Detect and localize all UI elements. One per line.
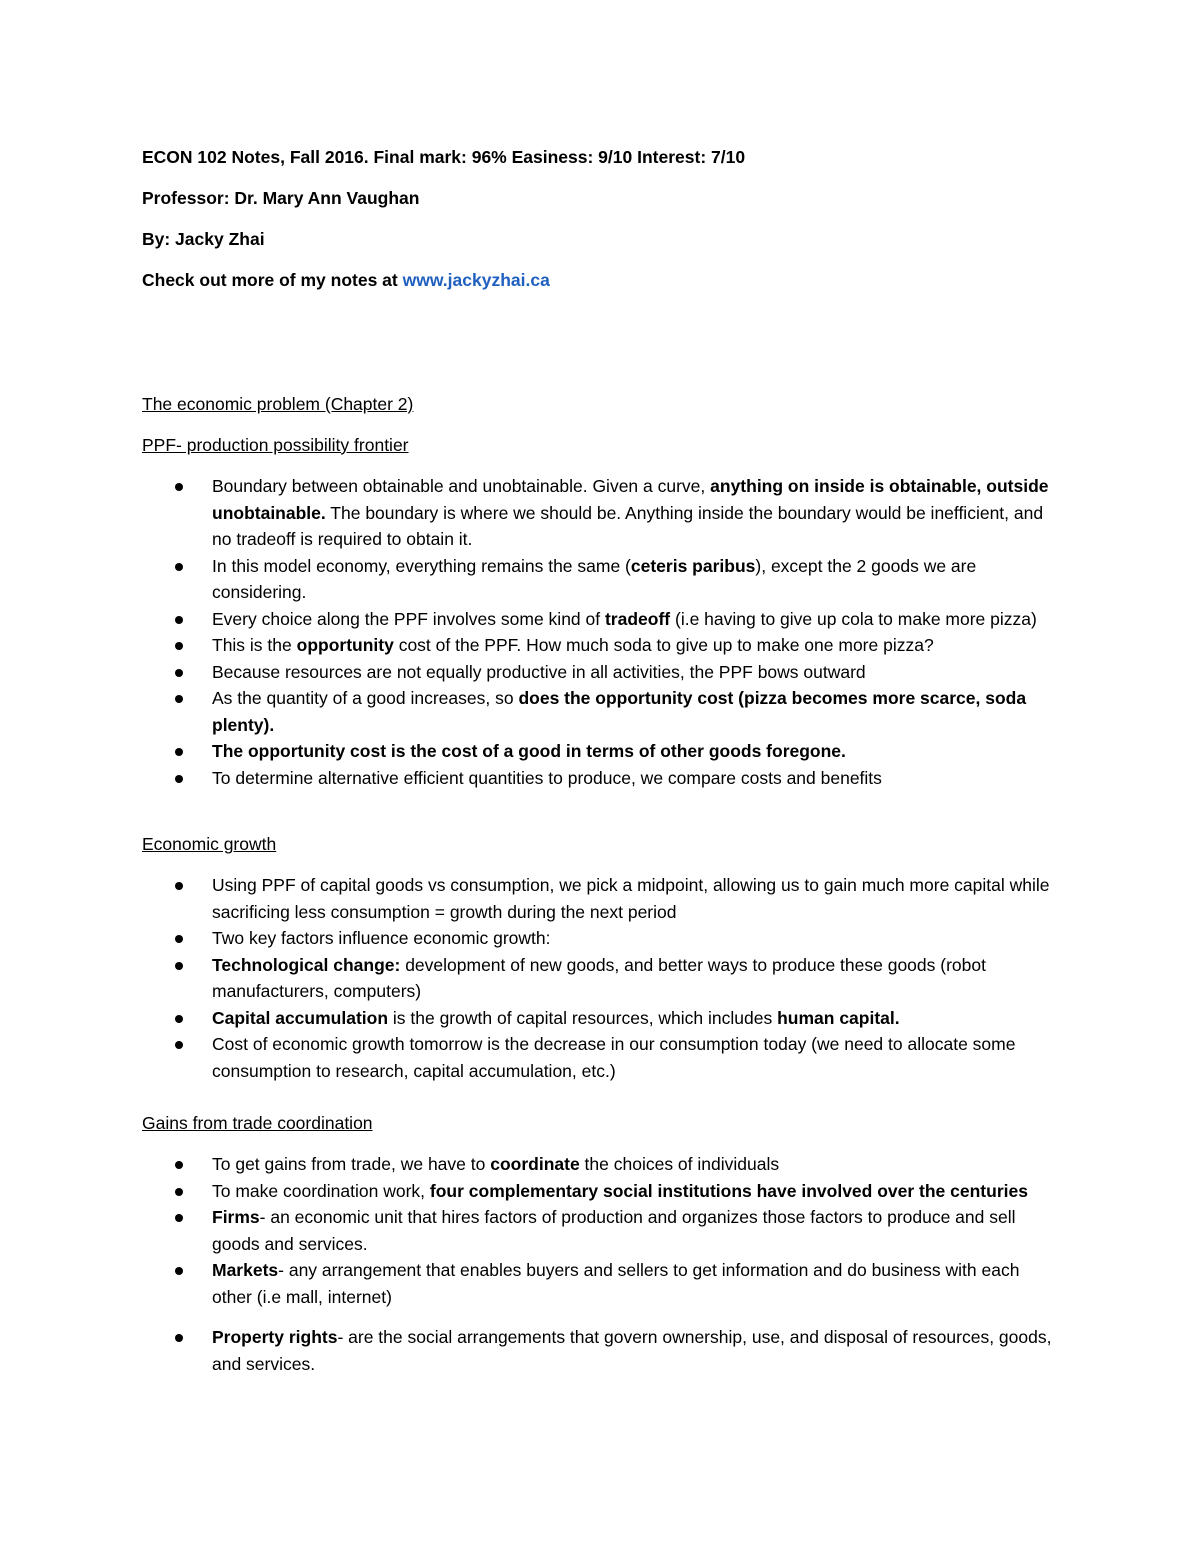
bullet-dot-icon: [175, 642, 183, 650]
bullet-dot-icon: [175, 775, 183, 783]
bullet-dot-icon: [175, 1267, 183, 1275]
economic-growth-bullet-list: [142, 872, 1062, 1084]
body-text: This is the: [212, 635, 297, 655]
bold-text: opportunity: [296, 635, 394, 655]
bullet-dot-icon: [175, 563, 183, 571]
bullet-item: [142, 606, 1062, 633]
bullet-item: [142, 1178, 1062, 1205]
bold-text: does the opportunity cost (pizza becomes more scarce, soda plenty).: [212, 688, 1027, 735]
bullet-dot-icon: [175, 882, 183, 890]
bullet-item: [142, 1257, 1062, 1310]
website-link[interactable]: www.jackyzhai.ca: [402, 270, 550, 290]
bold-text: four complementary social institutions have involved over the centuries: [429, 1180, 1028, 1201]
bullet-item: [142, 1031, 1062, 1084]
ppf-bullet-list: [142, 473, 1062, 791]
gains-from-trade-heading: Gains from trade coordination: [142, 1113, 373, 1133]
bold-text: ceteris paribus: [630, 555, 756, 576]
bullet-dot-icon: [175, 1161, 183, 1169]
bullet-item: [142, 765, 1062, 792]
body-text: - any arrangement that enables buyers and sellers to get information and do business with each other (i.e mall, internet): [212, 1260, 1020, 1307]
body-text: Every choice along the PPF involves some kind of: [212, 608, 605, 629]
bold-text: human capital.: [777, 1007, 900, 1028]
bullet-dot-icon: [175, 616, 183, 624]
bullet-item: [142, 632, 1062, 659]
bullet-item: [142, 553, 1062, 606]
bullet-dot-icon: [175, 695, 183, 703]
body-text: The boundary is where we should be. Anything inside the boundary would be inefficient, and no tradeoff is required to obtain it.: [212, 502, 1044, 549]
body-text: As the quantity of a good increases, so: [212, 688, 519, 708]
bold-text: Markets: [212, 1260, 279, 1280]
bold-text: anything on inside is obtainable, outside unobtainable.: [212, 476, 1049, 523]
ppf-heading: PPF- production possibility frontier: [142, 435, 409, 455]
bullet-item: [142, 473, 1062, 553]
bullet-dot-icon: [175, 748, 183, 756]
body-text: ), except the 2 goods we are considering.: [212, 555, 977, 602]
bullet-item: [142, 1204, 1062, 1257]
bullet-dot-icon: [175, 1188, 183, 1196]
bold-text: Technological change:: [212, 954, 401, 975]
bullet-item: [142, 659, 1062, 686]
bold-text: Firms: [212, 1207, 260, 1227]
bullet-dot-icon: [175, 1041, 183, 1049]
bullet-item: [142, 952, 1062, 1005]
body-text: cost of the PPF. How much soda to give up to make one more pizza?: [393, 635, 934, 655]
bullet-dot-icon: [175, 1214, 183, 1222]
bullet-item: [142, 1005, 1062, 1032]
body-text: Cost of economic growth tomorrow is the decrease in our consumption today (we need to allocate some consumption to research, capital accumulation, etc.): [212, 1034, 1016, 1081]
bold-text: Capital accumulation: [212, 1007, 389, 1028]
body-text: Boundary between obtainable and unobtainable. Given a curve,: [212, 476, 711, 496]
body-text: is the growth of capital resources, which includes: [388, 1007, 778, 1028]
bullet-item: [142, 685, 1062, 738]
body-text: To make coordination work,: [212, 1180, 430, 1201]
bold-text: coordinate: [490, 1154, 580, 1174]
bullet-dot-icon: [175, 1015, 183, 1023]
body-text: Using PPF of capital goods vs consumption, we pick a midpoint, allowing us to gain much more capital while sacrificing less consumption = growth during the next period: [212, 875, 1050, 922]
author-line: By: Jacky Zhai: [142, 229, 265, 249]
bullet-dot-icon: [175, 1334, 183, 1342]
course-info-line: ECON 102 Notes, Fall 2016. Final mark: 96% Easiness: 9/10 Interest: 7/10: [142, 147, 746, 167]
body-text: the choices of individuals: [579, 1154, 780, 1174]
bullet-item: [142, 925, 1062, 952]
body-text: To determine alternative efficient quantities to produce, we compare costs and benefits: [212, 767, 882, 788]
bullet-item: [142, 1151, 1062, 1178]
body-text: - are the social arrangements that govern ownership, use, and disposal of resources, goods, and services.: [212, 1327, 1052, 1374]
bullet-item: [142, 872, 1062, 925]
notes-promo-line: [142, 268, 550, 292]
body-text: Because resources are not equally productive in all activities, the PPF bows outward: [212, 661, 866, 682]
bold-text: Property rights: [212, 1327, 338, 1347]
gains-from-trade-bullet-list: [142, 1151, 1062, 1377]
body-text: (i.e having to give up cola to make more pizza): [670, 608, 1037, 629]
bold-text: The opportunity cost is the cost of a good in terms of other goods foregone.: [212, 741, 846, 761]
chapter-title: The economic problem (Chapter 2): [142, 394, 414, 414]
body-text: To get gains from trade, we have to: [212, 1154, 491, 1174]
body-text: development of new goods, and better ways to produce these goods (robot manufacturers, computers): [212, 954, 986, 1001]
economic-growth-heading: Economic growth: [142, 834, 277, 854]
bullet-item: [142, 1324, 1062, 1377]
bullet-item: [142, 738, 1062, 765]
body-text: - an economic unit that hires factors of production and organizes those factors to produce and sell goods and services.: [212, 1207, 1016, 1254]
body-text: Two key factors influence economic growth:: [212, 928, 551, 948]
bullet-dot-icon: [175, 935, 183, 943]
professor-line: Professor: Dr. Mary Ann Vaughan: [142, 188, 420, 208]
bullet-dot-icon: [175, 962, 183, 970]
bullet-dot-icon: [175, 669, 183, 677]
bold-text: tradeoff: [604, 608, 671, 629]
bullet-dot-icon: [175, 483, 183, 491]
notes-promo-text: Check out more of my notes at: [142, 270, 403, 290]
body-text: In this model economy, everything remains the same (: [212, 555, 631, 576]
